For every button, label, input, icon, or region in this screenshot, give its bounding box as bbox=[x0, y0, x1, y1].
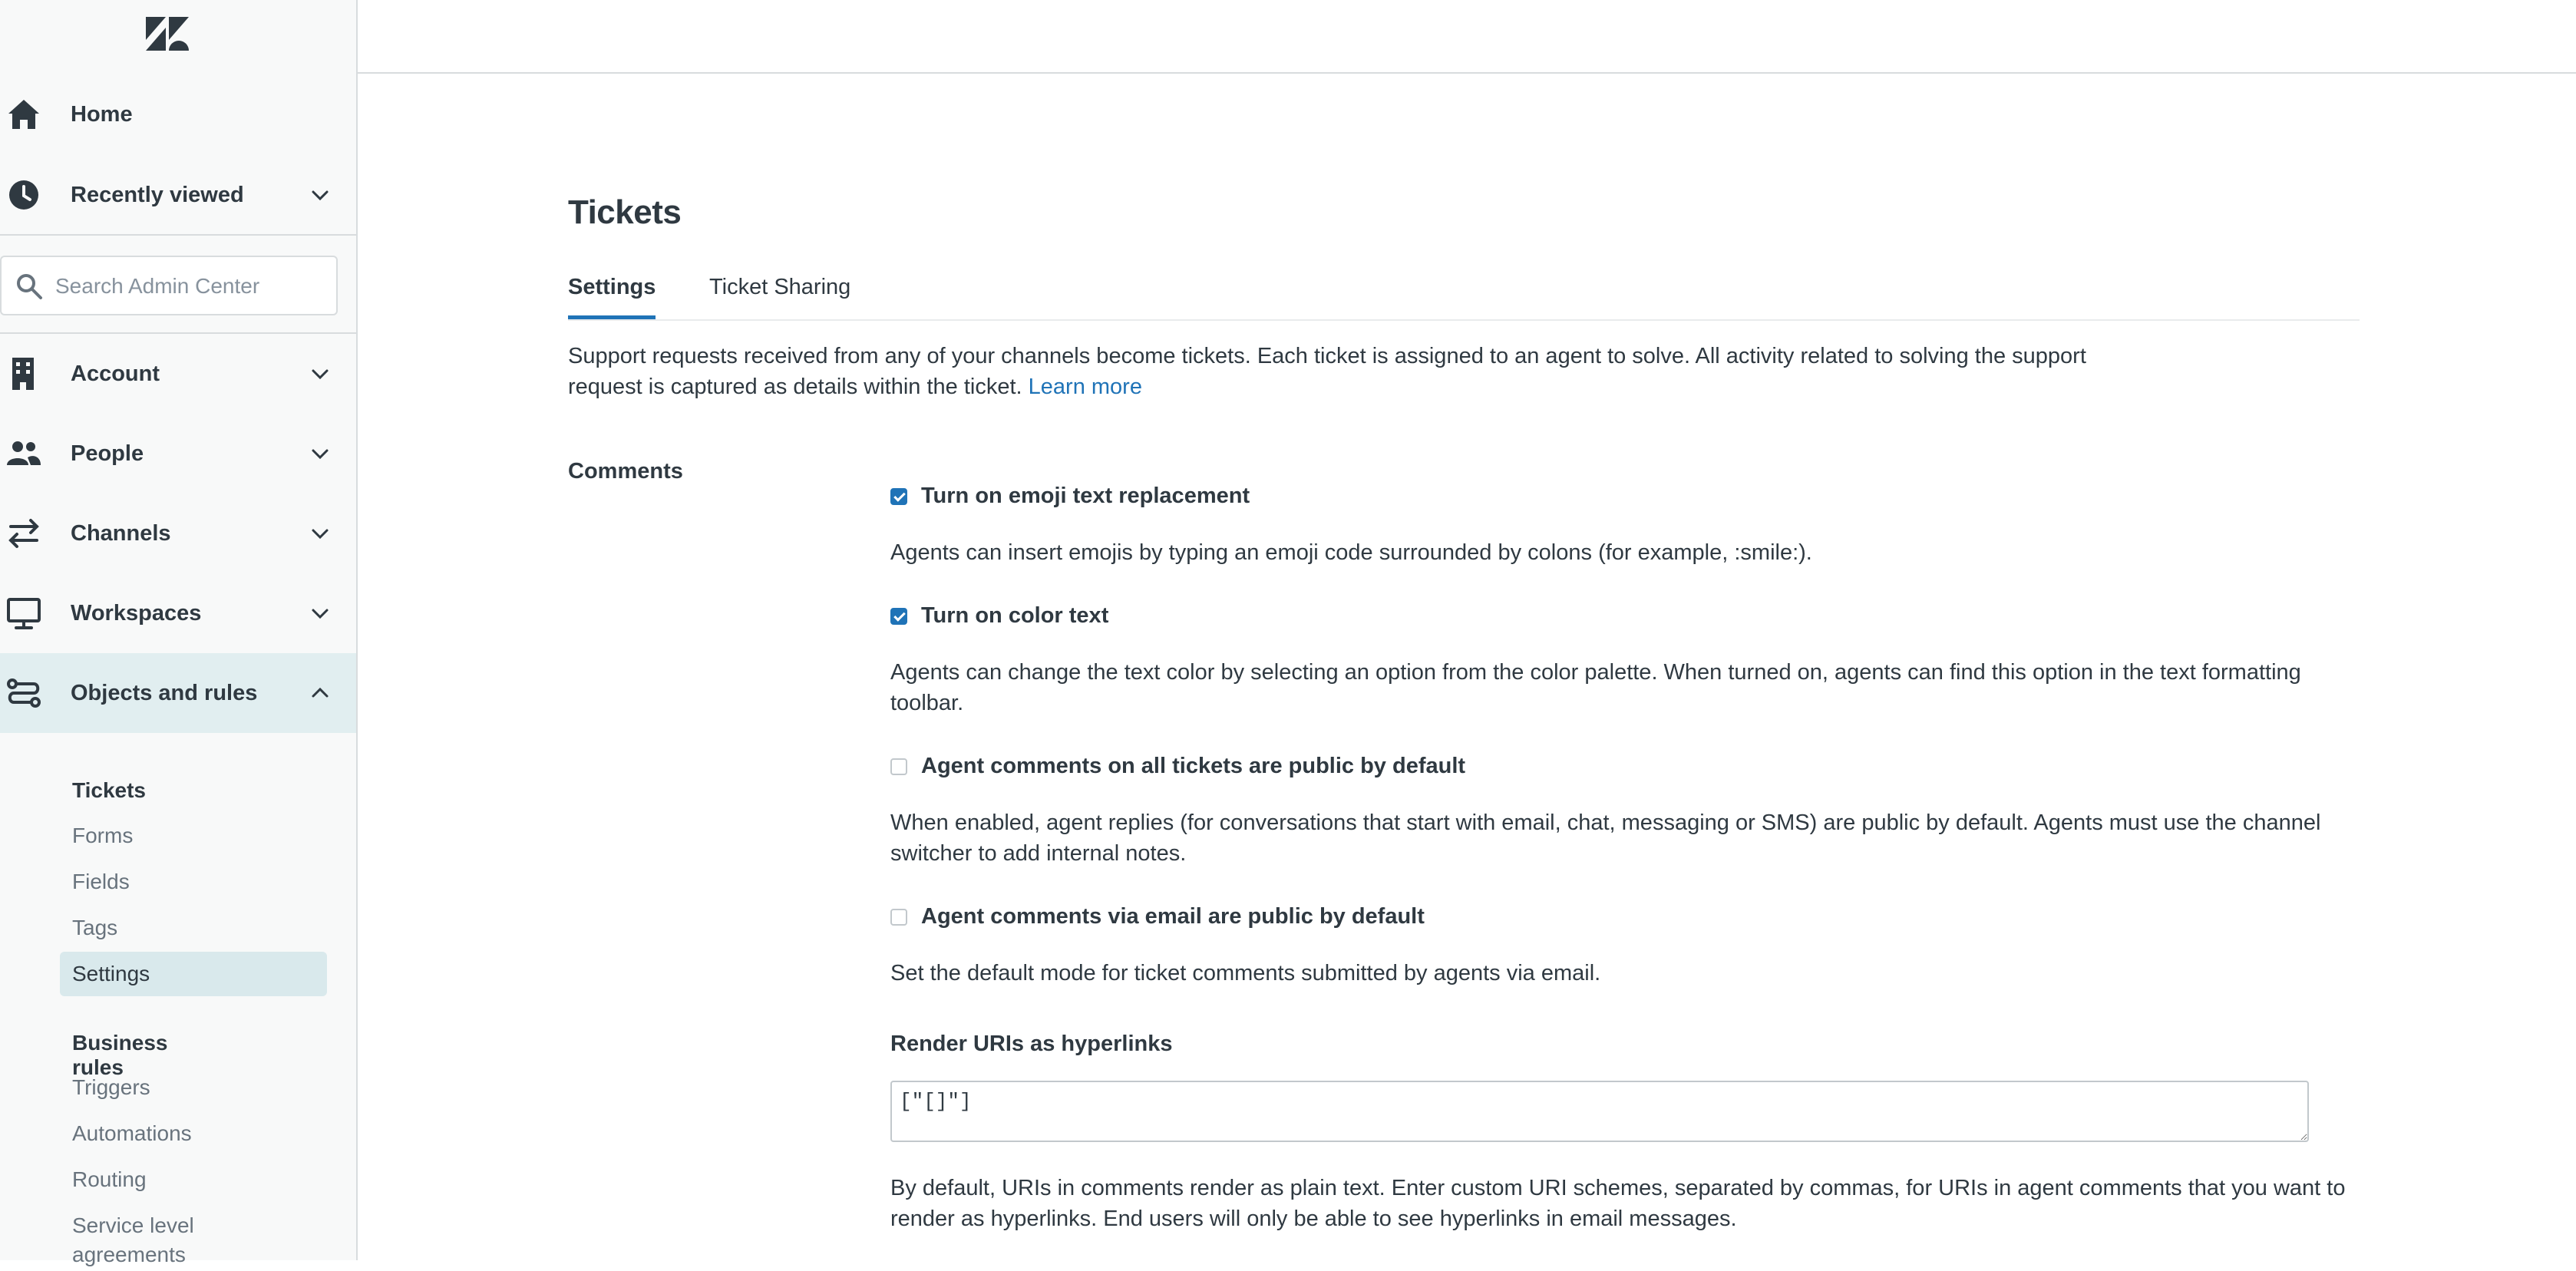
monitor-icon bbox=[5, 594, 43, 632]
subnav-item-routing[interactable]: Routing bbox=[72, 1167, 147, 1191]
public-comments-email-checkbox[interactable] bbox=[890, 909, 907, 926]
color-text-label: Turn on color text bbox=[921, 603, 1109, 628]
admin-search[interactable] bbox=[0, 256, 338, 315]
nav-channels-label: Channels bbox=[71, 520, 171, 546]
chevron-down-icon bbox=[309, 362, 332, 385]
setting-color-text[interactable] bbox=[890, 603, 1108, 629]
tab-bar bbox=[568, 269, 2360, 321]
render-uris-textarea[interactable] bbox=[890, 1081, 2309, 1142]
nav-account-label: Account bbox=[71, 361, 160, 386]
nav-objects-and-rules-label: Objects and rules bbox=[71, 680, 258, 705]
emoji-replacement-checkbox[interactable] bbox=[890, 488, 907, 505]
emoji-replacement-description: Agents can insert emojis by typing an emoji code surrounded by colons (for example, :smile:). bbox=[890, 540, 1812, 565]
chevron-down-icon bbox=[309, 442, 332, 465]
nav-people[interactable] bbox=[0, 414, 356, 494]
public-comments-all-checkbox[interactable] bbox=[890, 758, 907, 775]
people-icon bbox=[5, 434, 43, 473]
subnav-item-service-level-agreements[interactable]: Service level agreements bbox=[72, 1213, 194, 1266]
subnav-item-forms[interactable]: Forms bbox=[72, 824, 134, 847]
nav-workspaces[interactable] bbox=[0, 573, 356, 653]
chevron-down-icon bbox=[309, 183, 332, 206]
public-comments-all-description: When enabled, agent replies (for conversations that start with email, chat, messaging or SMS) are public by default. Agents must use the channel switcher to add internal notes. bbox=[890, 810, 2321, 866]
home-icon bbox=[5, 95, 43, 134]
subnav-item-automations[interactable]: Automations bbox=[72, 1121, 192, 1145]
render-uris-label: Render URIs as hyperlinks bbox=[890, 1032, 1173, 1056]
zendesk-logo-icon[interactable] bbox=[146, 17, 189, 51]
nav-recently-viewed-label: Recently viewed bbox=[71, 182, 244, 207]
nav-account[interactable] bbox=[0, 334, 356, 414]
nav-recently-viewed[interactable] bbox=[0, 155, 356, 235]
subnav-heading-tickets: Tickets bbox=[72, 778, 146, 802]
public-comments-email-description: Set the default mode for ticket comments submitted by agents via email. bbox=[890, 961, 1601, 985]
chevron-down-icon bbox=[309, 522, 332, 545]
learn-more-link[interactable]: Learn more bbox=[1028, 375, 1142, 399]
setting-public-comments-email[interactable] bbox=[890, 904, 1425, 929]
nav-people-label: People bbox=[71, 441, 144, 466]
clock-icon bbox=[5, 176, 43, 214]
subnav-item-tags[interactable]: Tags bbox=[72, 916, 118, 939]
top-bar bbox=[358, 0, 2576, 74]
nav-workspaces-label: Workspaces bbox=[71, 600, 202, 626]
setting-public-comments-all[interactable] bbox=[890, 754, 1465, 779]
subnav-item-fields[interactable]: Fields bbox=[72, 870, 130, 893]
render-uris-description: By default, URIs in comments render as plain text. Enter custom URI schemes, separated by commas, for URIs in agent comments that you want to render as hyperlinks. End users will only be able to see hyperlinks in email messages. bbox=[890, 1176, 2346, 1231]
setting-emoji-replacement[interactable] bbox=[890, 484, 1250, 509]
search-icon bbox=[15, 272, 43, 300]
subnav-item-triggers[interactable]: Triggers bbox=[72, 1075, 150, 1099]
tab-settings[interactable]: Settings bbox=[568, 269, 656, 319]
building-icon bbox=[5, 355, 43, 393]
chevron-down-icon bbox=[309, 602, 332, 625]
color-text-checkbox[interactable] bbox=[890, 608, 907, 625]
chevron-up-icon bbox=[309, 682, 332, 705]
sidebar bbox=[0, 0, 358, 1266]
page-title: Tickets bbox=[568, 193, 682, 231]
subnav-item-settings[interactable]: Settings bbox=[60, 952, 327, 996]
nav-home-label: Home bbox=[71, 101, 133, 127]
sidebar-divider bbox=[0, 234, 356, 236]
intro-description: Support requests received from any of your channels become tickets. Each ticket is assigned to an agent to solve. All activity related to solving the support request is captured as details within the ticket. bbox=[568, 344, 2086, 399]
public-comments-email-label: Agent comments via email are public by default bbox=[921, 904, 1425, 929]
tab-ticket-sharing[interactable]: Ticket Sharing bbox=[709, 275, 851, 299]
objects-rules-icon bbox=[5, 674, 43, 712]
nav-channels[interactable] bbox=[0, 494, 356, 573]
color-text-description: Agents can change the text color by selecting an option from the color palette. When turned on, agents can find this option in the text formatting toolbar. bbox=[890, 660, 2301, 715]
public-comments-all-label: Agent comments on all tickets are public by default bbox=[921, 754, 1466, 778]
nav-objects-and-rules[interactable] bbox=[0, 653, 356, 733]
nav-home[interactable] bbox=[0, 74, 356, 154]
section-comments-label: Comments bbox=[568, 459, 683, 484]
arrows-icon bbox=[5, 514, 43, 553]
emoji-replacement-label: Turn on emoji text replacement bbox=[921, 484, 1250, 508]
subnav-heading-business-rules: Business rules bbox=[72, 1031, 168, 1079]
intro-text bbox=[568, 341, 2134, 402]
search-input[interactable] bbox=[54, 266, 325, 306]
